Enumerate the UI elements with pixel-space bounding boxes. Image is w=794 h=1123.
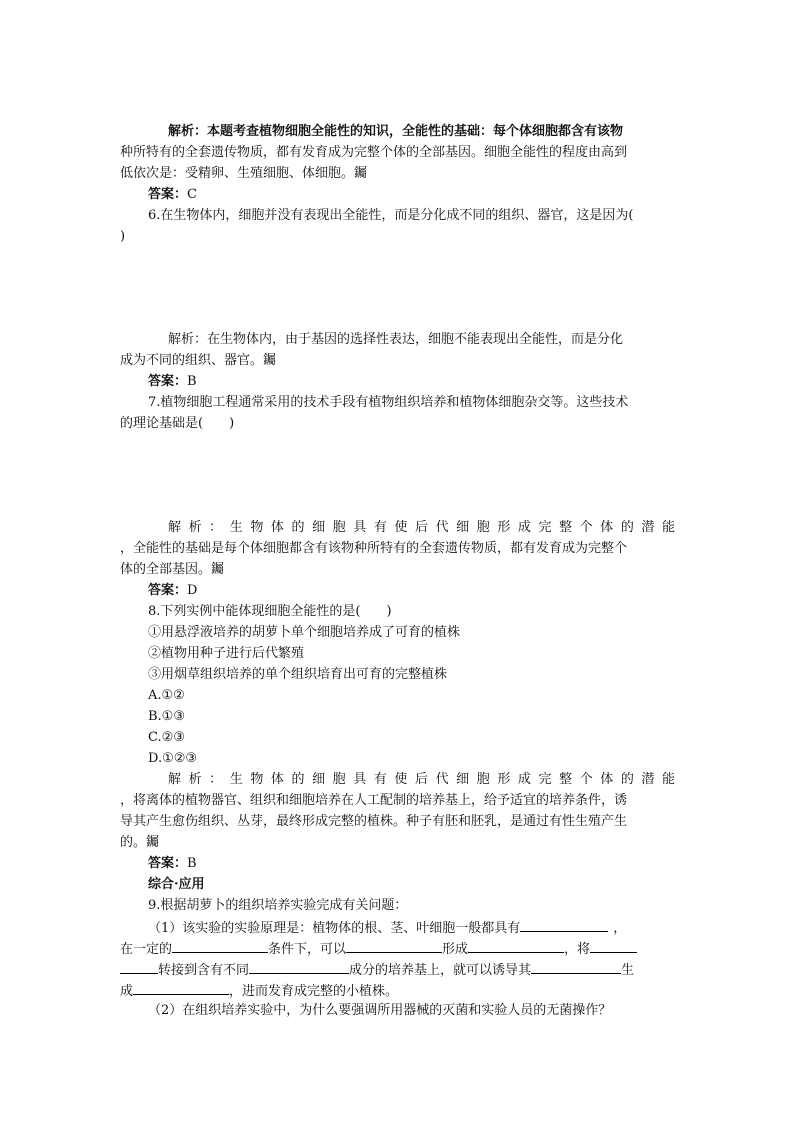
q8-item-1: ①用悬浮液培养的胡萝卜单个细胞培养成了可育的植株: [148, 625, 461, 640]
answer-blank-5[interactable]: [590, 938, 637, 953]
section-heading: 综合·应用: [148, 877, 205, 892]
q9-part1-line4: 成 ，进而发育成完整的小植株。: [120, 980, 398, 1002]
watermark-glyph: 钃: [146, 835, 160, 850]
answer-blank-2[interactable]: [172, 938, 268, 953]
q8-analysis-line1: 解析：生物体的细胞具有使后代细胞形成完整个体的潜能: [168, 772, 675, 787]
watermark-glyph: 钃: [263, 353, 277, 368]
q7-analysis-line2: ，全能性的基础是每个体细胞都含有该物种所特有的全套遗传物质，都有发育成为完整个: [120, 541, 628, 556]
q5-analysis-line1: 解析：本题考查植物细胞全能性的知识，全能性的基础：每个体细胞都含有该物: [168, 124, 624, 139]
q8-analysis-line4: 的。钃: [120, 835, 160, 850]
q8-option-c: C.②③: [148, 730, 185, 745]
q9-part1-line1: （1）该实验的实验原理是：植物体的根、茎、叶细胞一般都具有 ，: [148, 917, 626, 939]
q6-analysis-line2: 成为不同的组织、器官。钃: [120, 353, 277, 368]
q8-item-2: ②植物用种子进行后代繁殖: [148, 646, 305, 661]
q6-stem-line2: ): [120, 229, 126, 244]
q8-item-3: ③用烟草组织培养的单个组织培育出可育的完整植株: [148, 667, 448, 682]
q8-stem: 8.下列实例中能体现细胞全能性的是( ): [148, 604, 392, 619]
watermark-glyph: 钃: [211, 562, 225, 577]
q7-stem-line2: 的理论基础是( ): [120, 416, 235, 431]
q7-analysis-line1: 解析：生物体的细胞具有使后代细胞形成完整个体的潜能: [168, 520, 675, 535]
q5-analysis-line2: 种所特有的全套遗传物质，都有发育成为完整个体的全部基因。细胞全能性的程度由高到: [120, 145, 628, 160]
answer-blank-8[interactable]: [133, 980, 229, 995]
q7-stem-line1: 7.植物细胞工程通常采用的技术手段有植物组织培养和植物体细胞杂交等。这些技术: [148, 395, 629, 410]
watermark-glyph: 钃: [354, 166, 368, 181]
q8-option-a: A.①②: [148, 688, 185, 703]
q9-stem: 9.根据胡萝卜的组织培养实验完成有关问题：: [148, 898, 408, 913]
answer-blank-6[interactable]: [249, 959, 349, 974]
answer-blank-1[interactable]: [520, 917, 608, 932]
answer-blank-3[interactable]: [346, 938, 442, 953]
q9-part1-line3: 转接到含有不同 成分的培养基上，就可以诱导其 生: [120, 959, 634, 981]
answer-blank-7[interactable]: [531, 959, 621, 974]
q8-answer: 答案：B: [148, 856, 197, 871]
q8-option-d: D.①②③: [148, 751, 198, 766]
q8-option-b: B.①③: [148, 709, 185, 724]
q8-analysis-line3: 导其产生愈伤组织、丛芽，最终形成完整的植株。种子有胚和胚乳，是通过有性生殖产生: [120, 814, 628, 829]
q6-stem-line1: 6.在生物体内，细胞并没有表现出全能性，而是分化成不同的组织、器官，这是因为(: [148, 208, 634, 223]
q5-answer: 答案：C: [148, 187, 197, 202]
q6-analysis-line1: 解析：在生物体内，由于基因的选择性表达，细胞不能表现出全能性，而是分化: [168, 332, 624, 347]
answer-blank-5-cont[interactable]: [120, 959, 158, 974]
q5-analysis-line3: 低依次是：受精卵、生殖细胞、体细胞。钃: [120, 166, 368, 181]
answer-blank-4[interactable]: [468, 938, 564, 953]
q8-analysis-line2: ，将离体的植物器官、组织和细胞培养在人工配制的培养基上，给予适宜的培养条件，诱: [120, 793, 628, 808]
q6-answer: 答案：B: [148, 374, 197, 389]
q9-part2: （2）在组织培养实验中，为什么要强调所用器械的灭菌和实验人员的无菌操作？: [148, 1003, 612, 1018]
q9-part1-line2: 在一定的 条件下，可以 形成 ，将: [120, 938, 637, 960]
q7-answer: 答案：D: [148, 583, 198, 598]
q7-analysis-line3: 体的全部基因。钃: [120, 562, 225, 577]
